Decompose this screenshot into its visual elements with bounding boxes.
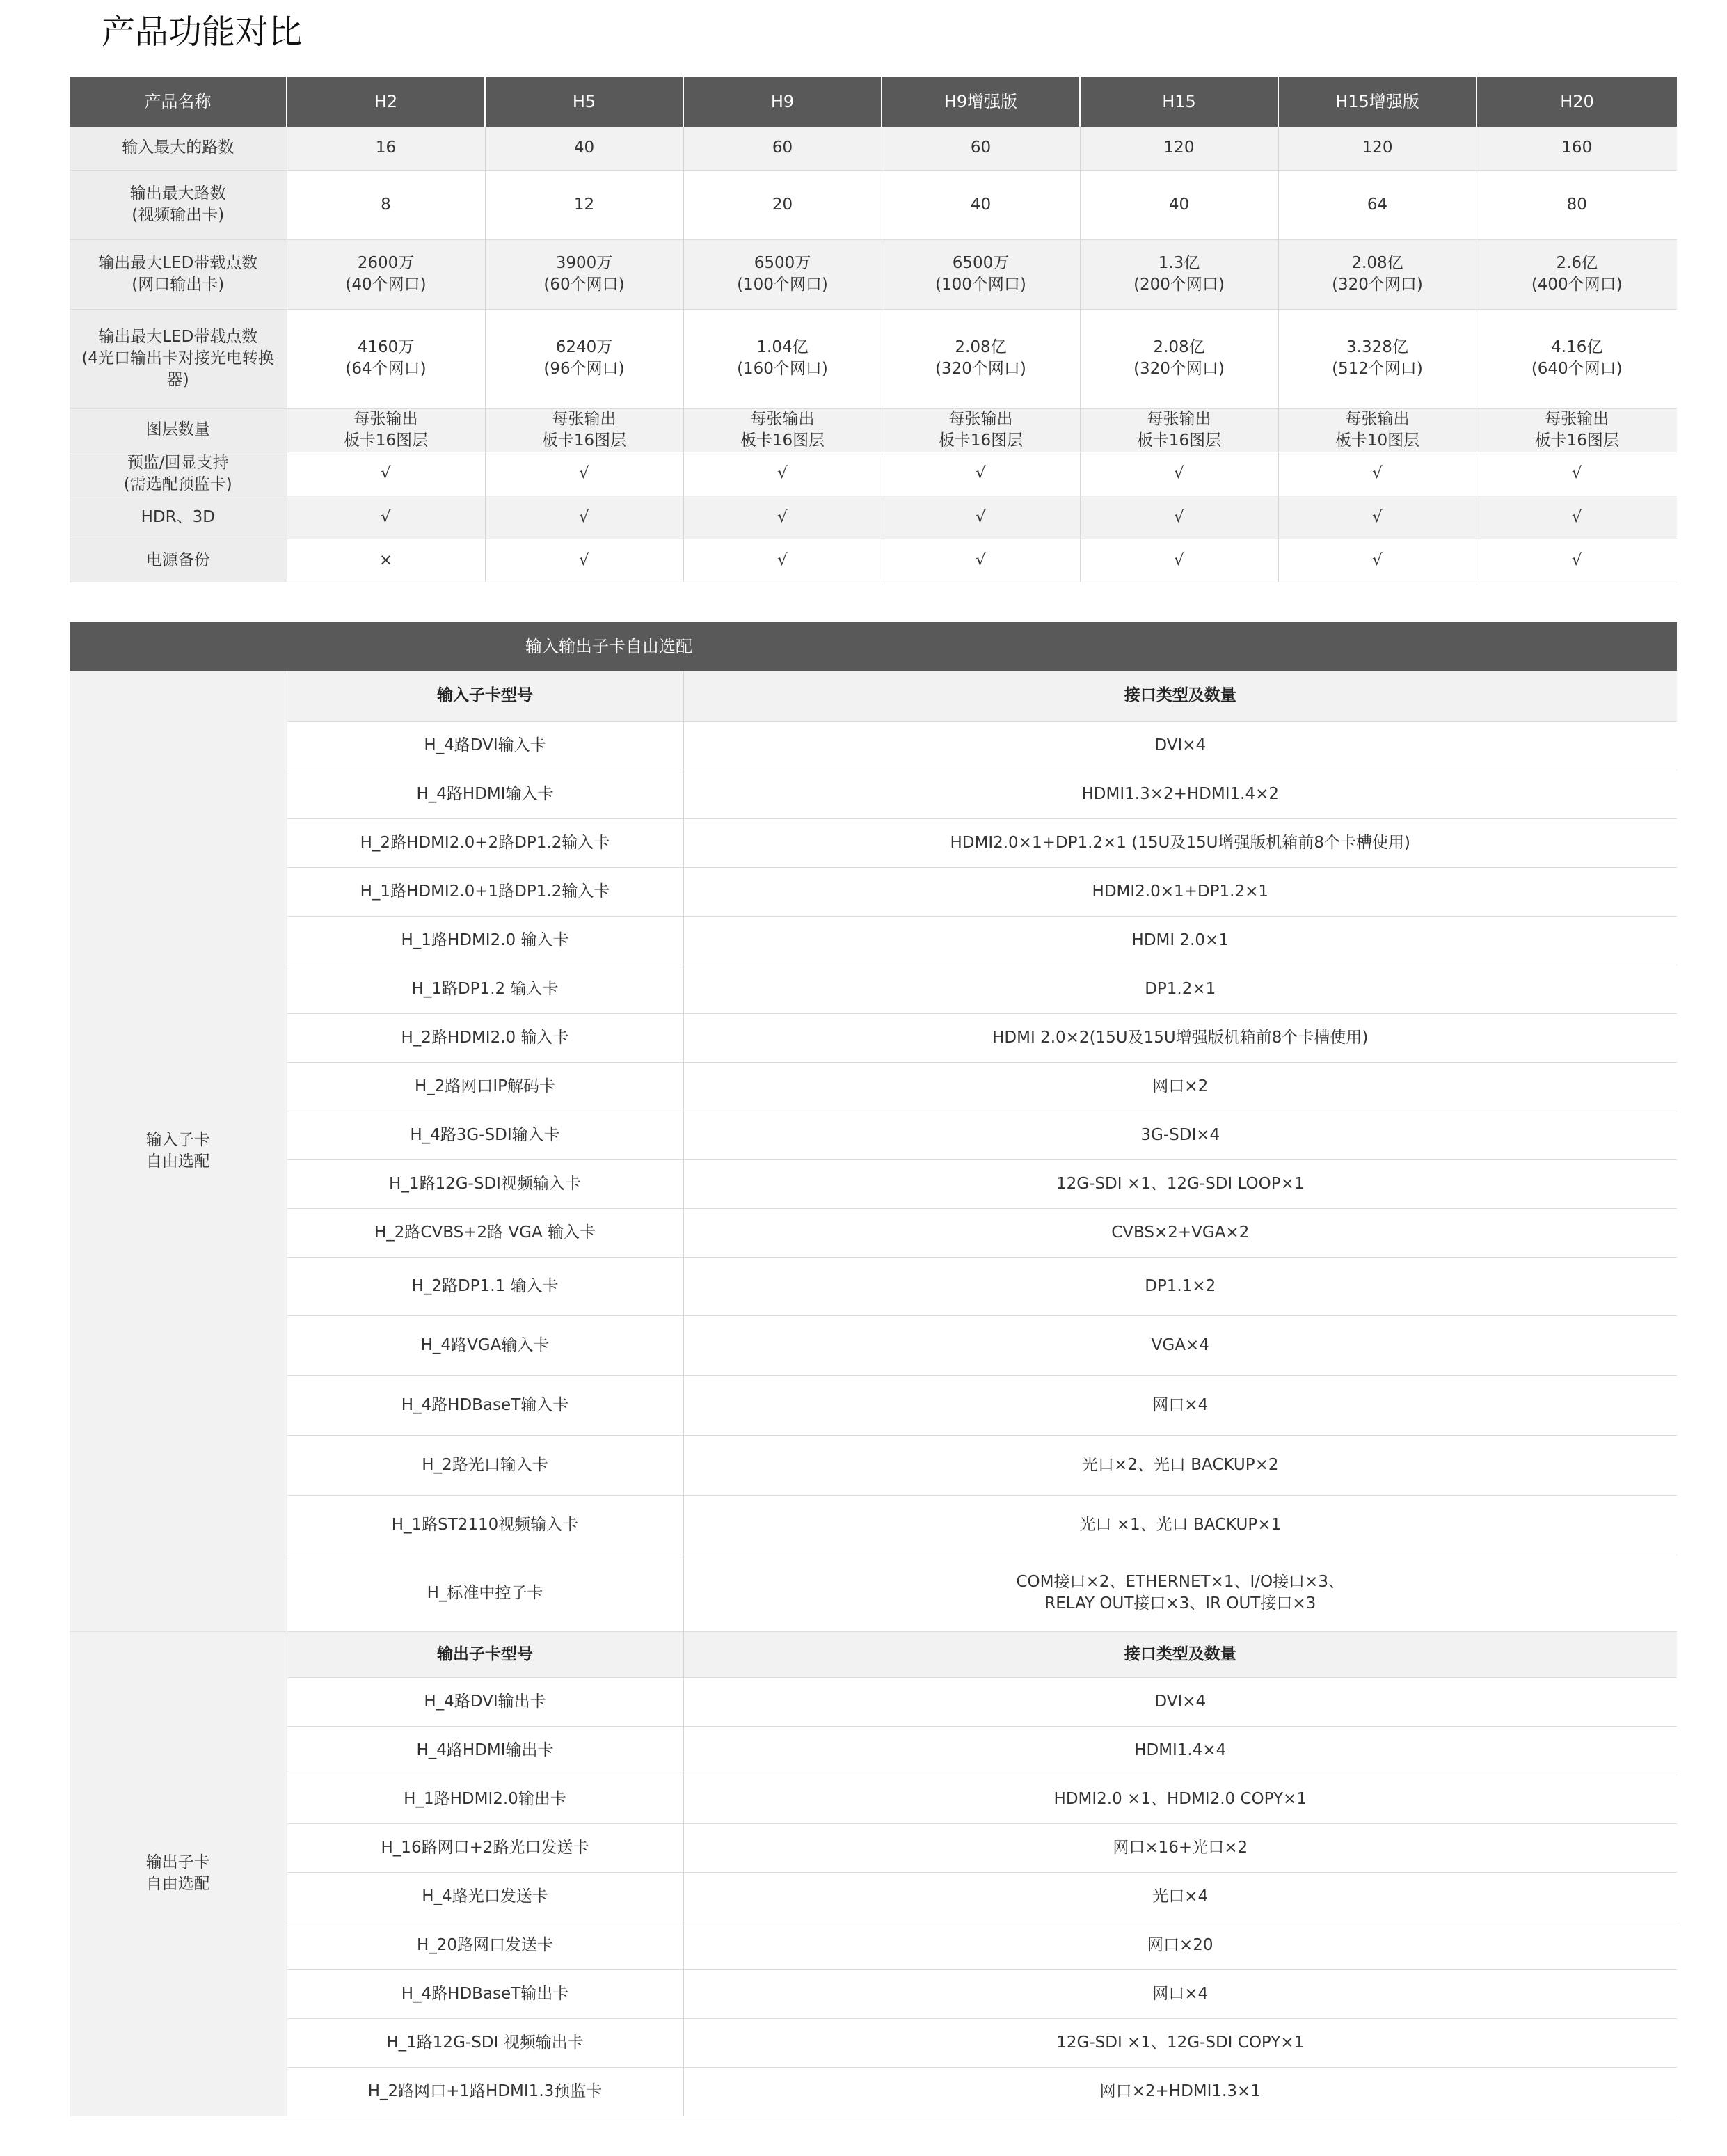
- cell-value: √: [683, 452, 882, 496]
- page-title: 产品功能对比: [102, 13, 303, 51]
- card-interfaces: HDMI1.4×4: [683, 1726, 1677, 1775]
- table-row: [70, 1013, 1677, 1062]
- cell-value: √: [287, 452, 485, 496]
- table-row: [70, 2018, 1677, 2067]
- card-model: H_2路CVBS+2路 VGA 输入卡: [287, 1208, 683, 1257]
- card-model: H_1路HDMI2.0+1路DP1.2输入卡: [287, 867, 683, 916]
- cell-value: √: [287, 496, 485, 539]
- table-row: [70, 1775, 1677, 1823]
- card-model: H_16路网口+2路光口发送卡: [287, 1823, 683, 1872]
- card-interfaces: HDMI2.0 ×1、HDMI2.0 COPY×1: [683, 1775, 1677, 1823]
- cell-value: 120: [1080, 127, 1278, 170]
- header-model: H9增强版: [882, 77, 1080, 127]
- comparison-table: [70, 77, 1677, 582]
- table-row: [70, 1677, 1677, 1726]
- card-interfaces: HDMI 2.0×1: [683, 916, 1677, 965]
- cell-value: 60: [683, 127, 882, 170]
- cell-value: 每张输出 板卡16图层: [683, 408, 882, 452]
- cell-value: 12: [485, 170, 683, 239]
- output-col-interface: 接口类型及数量: [683, 1631, 1677, 1677]
- input-col-model: 输入子卡型号: [287, 671, 683, 721]
- card-interfaces: HDMI2.0×1+DP1.2×1: [683, 867, 1677, 916]
- input-col-interface: 接口类型及数量: [683, 671, 1677, 721]
- card-interfaces: HDMI 2.0×2(15U及15U增强版机箱前8个卡槽使用): [683, 1013, 1677, 1062]
- table-row: [70, 867, 1677, 916]
- card-model: H_2路DP1.1 输入卡: [287, 1257, 683, 1315]
- card-model: H_4路HDBaseT输入卡: [287, 1375, 683, 1435]
- card-interfaces: DP1.1×2: [683, 1257, 1677, 1315]
- cell-value: 160: [1477, 127, 1677, 170]
- row-label: 输出最大LED带载点数 (网口输出卡): [70, 239, 287, 309]
- card-model: H_2路HDMI2.0+2路DP1.2输入卡: [287, 818, 683, 867]
- card-interfaces: VGA×4: [683, 1315, 1677, 1375]
- card-interfaces: 光口 ×1、光口 BACKUP×1: [683, 1495, 1677, 1555]
- comparison-row: [70, 539, 1677, 582]
- card-interfaces: 12G-SDI ×1、12G-SDI COPY×1: [683, 2018, 1677, 2067]
- card-interfaces: 网口×4: [683, 1375, 1677, 1435]
- cell-value: 20: [683, 170, 882, 239]
- header-model: H2: [287, 77, 485, 127]
- card-interfaces: 3G-SDI×4: [683, 1111, 1677, 1159]
- cell-value: √: [485, 539, 683, 582]
- table-row: [70, 818, 1677, 867]
- cell-value: √: [1477, 496, 1677, 539]
- table-row: [70, 1159, 1677, 1208]
- card-model: H_1路DP1.2 输入卡: [287, 965, 683, 1013]
- comparison-row: [70, 239, 1677, 309]
- table-row: [70, 1435, 1677, 1495]
- cell-value: 每张输出 板卡16图层: [1080, 408, 1278, 452]
- card-interfaces: 网口×16+光口×2: [683, 1823, 1677, 1872]
- cell-value: 2.08亿 (320个网口): [1080, 309, 1278, 408]
- cell-value: 6500万 (100个网口): [683, 239, 882, 309]
- card-model: H_4路DVI输出卡: [287, 1677, 683, 1726]
- card-options-table: [70, 622, 1677, 2116]
- cell-value: √: [1080, 496, 1278, 539]
- cell-value: √: [683, 539, 882, 582]
- comparison-row: [70, 452, 1677, 496]
- comparison-row: [70, 170, 1677, 239]
- header-model: H15: [1080, 77, 1278, 127]
- card-model: H_20路网口发送卡: [287, 1921, 683, 1969]
- card-interfaces: 网口×4: [683, 1969, 1677, 2018]
- cell-value: √: [882, 539, 1080, 582]
- cell-value: 每张输出 板卡16图层: [485, 408, 683, 452]
- cell-value: 3.328亿 (512个网口): [1278, 309, 1477, 408]
- table-row: [70, 916, 1677, 965]
- card-model: H_2路光口输入卡: [287, 1435, 683, 1495]
- card-interfaces: 光口×4: [683, 1872, 1677, 1921]
- table-row: [70, 965, 1677, 1013]
- card-model: H_4路HDBaseT输出卡: [287, 1969, 683, 2018]
- cell-value: 6500万 (100个网口): [882, 239, 1080, 309]
- input-header-row: [70, 671, 1677, 721]
- table-row: [70, 1495, 1677, 1555]
- cell-value: 40: [882, 170, 1080, 239]
- comparison-header-row: [70, 77, 1677, 127]
- header-model: H9: [683, 77, 882, 127]
- row-label: HDR、3D: [70, 496, 287, 539]
- cell-value: √: [1080, 452, 1278, 496]
- card-model: H_1路12G-SDI 视频输出卡: [287, 2018, 683, 2067]
- cell-value: √: [1477, 452, 1677, 496]
- card-model: H_1路HDMI2.0 输入卡: [287, 916, 683, 965]
- cell-value: √: [683, 496, 882, 539]
- card-model: H_4路3G-SDI输入卡: [287, 1111, 683, 1159]
- output-group-label: 输出子卡 自由选配: [70, 1631, 287, 2116]
- card-interfaces: HDMI1.3×2+HDMI1.4×2: [683, 770, 1677, 818]
- cell-value: 4160万 (64个网口): [287, 309, 485, 408]
- cell-value: √: [1080, 539, 1278, 582]
- cell-value: 每张输出 板卡16图层: [882, 408, 1080, 452]
- cell-value: √: [1477, 539, 1677, 582]
- row-label: 输入最大的路数: [70, 127, 287, 170]
- cell-value: 120: [1278, 127, 1477, 170]
- table-row: [70, 1315, 1677, 1375]
- card-model: H_4路VGA输入卡: [287, 1315, 683, 1375]
- cell-value: 8: [287, 170, 485, 239]
- card-model: H_4路HDMI输出卡: [287, 1726, 683, 1775]
- cell-value: 1.04亿 (160个网口): [683, 309, 882, 408]
- card-model: H_2路HDMI2.0 输入卡: [287, 1013, 683, 1062]
- comparison-row: [70, 127, 1677, 170]
- table-row: [70, 1823, 1677, 1872]
- cell-value: 1.3亿 (200个网口): [1080, 239, 1278, 309]
- output-col-model: 输出子卡型号: [287, 1631, 683, 1677]
- comparison-row: [70, 496, 1677, 539]
- cell-value: 60: [882, 127, 1080, 170]
- input-group-label: 输入子卡 自由选配: [70, 671, 287, 1631]
- card-model: H_1路ST2110视频输入卡: [287, 1495, 683, 1555]
- card-interfaces: DVI×4: [683, 721, 1677, 770]
- cell-value: ×: [287, 539, 485, 582]
- cell-value: √: [882, 496, 1080, 539]
- cell-value: √: [485, 496, 683, 539]
- card-interfaces: 网口×2: [683, 1062, 1677, 1111]
- card-interfaces: COM接口×2、ETHERNET×1、I/O接口×3、 RELAY OUT接口×3、IR OUT接口×3: [683, 1555, 1677, 1631]
- card-model: H_1路HDMI2.0输出卡: [287, 1775, 683, 1823]
- card-model: H_4路DVI输入卡: [287, 721, 683, 770]
- table-row: [70, 1375, 1677, 1435]
- card-interfaces: 网口×2+HDMI1.3×1: [683, 2067, 1677, 2116]
- cell-value: 每张输出 板卡16图层: [1477, 408, 1677, 452]
- cell-value: 2600万 (40个网口): [287, 239, 485, 309]
- cell-value: 40: [485, 127, 683, 170]
- row-label: 输出最大LED带载点数 (4光口输出卡对接光电转换 器): [70, 309, 287, 408]
- card-model: H_4路光口发送卡: [287, 1872, 683, 1921]
- table-row: [70, 1872, 1677, 1921]
- cell-value: 16: [287, 127, 485, 170]
- table-row: [70, 721, 1677, 770]
- card-interfaces: CVBS×2+VGA×2: [683, 1208, 1677, 1257]
- cell-value: √: [1278, 452, 1477, 496]
- cell-value: √: [485, 452, 683, 496]
- cell-value: 4.16亿 (640个网口): [1477, 309, 1677, 408]
- options-banner-row: [70, 622, 1677, 671]
- comparison-row: [70, 309, 1677, 408]
- options-banner: 输入输出子卡自由选配: [70, 622, 1677, 671]
- cell-value: 2.6亿 (400个网口): [1477, 239, 1677, 309]
- card-interfaces: 12G-SDI ×1、12G-SDI LOOP×1: [683, 1159, 1677, 1208]
- cell-value: 2.08亿 (320个网口): [1278, 239, 1477, 309]
- header-model: H5: [485, 77, 683, 127]
- table-row: [70, 770, 1677, 818]
- cell-value: 40: [1080, 170, 1278, 239]
- cell-value: √: [1278, 539, 1477, 582]
- cell-value: √: [1278, 496, 1477, 539]
- card-interfaces: DP1.2×1: [683, 965, 1677, 1013]
- table-row: [70, 1969, 1677, 2018]
- table-row: [70, 1111, 1677, 1159]
- header-product-name: 产品名称: [70, 77, 287, 127]
- card-interfaces: 网口×20: [683, 1921, 1677, 1969]
- card-model: H_2路网口+1路HDMI1.3预监卡: [287, 2067, 683, 2116]
- output-header-row: [70, 1631, 1677, 1677]
- cell-value: 80: [1477, 170, 1677, 239]
- table-row: [70, 1257, 1677, 1315]
- table-row: [70, 1062, 1677, 1111]
- table-row: [70, 1208, 1677, 1257]
- cell-value: 64: [1278, 170, 1477, 239]
- row-label: 预监/回显支持 (需选配预监卡): [70, 452, 287, 496]
- table-row: [70, 1921, 1677, 1969]
- cell-value: 每张输出 板卡16图层: [287, 408, 485, 452]
- cell-value: 3900万 (60个网口): [485, 239, 683, 309]
- cell-value: 6240万 (96个网口): [485, 309, 683, 408]
- row-label: 图层数量: [70, 408, 287, 452]
- cell-value: √: [882, 452, 1080, 496]
- card-interfaces: HDMI2.0×1+DP1.2×1 (15U及15U增强版机箱前8个卡槽使用): [683, 818, 1677, 867]
- cell-value: 2.08亿 (320个网口): [882, 309, 1080, 408]
- row-label: 输出最大路数 (视频输出卡): [70, 170, 287, 239]
- table-row: [70, 1726, 1677, 1775]
- card-model: H_4路HDMI输入卡: [287, 770, 683, 818]
- card-model: H_2路网口IP解码卡: [287, 1062, 683, 1111]
- table-row: [70, 2067, 1677, 2116]
- comparison-row: [70, 408, 1677, 452]
- card-model: H_标准中控子卡: [287, 1555, 683, 1631]
- header-model: H20: [1477, 77, 1677, 127]
- row-label: 电源备份: [70, 539, 287, 582]
- card-interfaces: DVI×4: [683, 1677, 1677, 1726]
- table-row: [70, 1555, 1677, 1631]
- header-model: H15增强版: [1278, 77, 1477, 127]
- cell-value: 每张输出 板卡10图层: [1278, 408, 1477, 452]
- card-interfaces: 光口×2、光口 BACKUP×2: [683, 1435, 1677, 1495]
- card-model: H_1路12G-SDI视频输入卡: [287, 1159, 683, 1208]
